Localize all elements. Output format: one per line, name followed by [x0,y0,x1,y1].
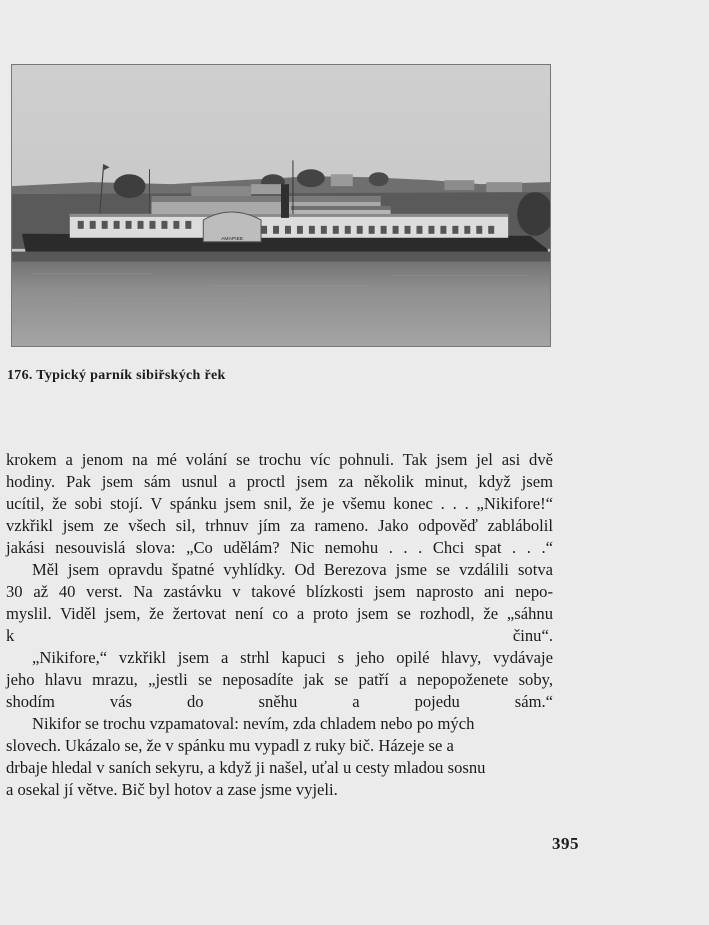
steamboat-photo [11,64,551,347]
text-line: 30 až 40 verst. Na zastávku v takové blízkosti jsem naprosto ani nepo- [6,582,553,601]
text-line: „Nikifore,“ vzkřikl jsem a strhl kapuci s jeho opilé hlavy, vydávaje [32,648,553,667]
figure-caption: 176. Typický parník sibiřských řek [7,368,226,383]
text-line: jeho hlavu mrazu, „jestli se neposadíte jak se patří a nepopoženete soby, [6,670,553,689]
text-line: Měl jsem opravdu špatné vyhlídky. Od Berezova jsme se vzdálili sotva [32,560,553,579]
text-line: slovech. Ukázalo se, že v spánku mu vypadl z ruky bič. Házeje se a [6,736,454,755]
paragraph-1 [6,449,553,559]
text-line: a osekal jí větve. Bič byl hotov a zase jsme vyjeli. [6,780,338,799]
paragraph-3 [6,647,553,713]
text-line: Nikifor se trochu vzpamatoval: nevím, zda chladem nebo po mých [32,714,475,733]
text-line: drbaje hledal v saních sekyru, a když ji našel, uťal u cesty mladou sosnu [6,758,486,777]
text-line: ucítil, že sobi stojí. V spánku jsem snil, že je všemu konec . . . „Nikifore!“ [6,494,553,513]
ship-name-label: AMAPIEE [221,236,244,242]
text-line: hodiny. Pak jsem sám usnul a proctl jsem za několik minut, když jsem [6,472,553,491]
paragraph-2 [6,559,553,647]
text-line: vzkřikl jsem ze všech sil, trhnuv jím za rameno. Jako odpověď zablábolil [6,516,553,535]
text-line: jakási nesouvislá slova: „Co udělám? Nic nemohu . . . Chci spat . . .“ [6,538,553,557]
text-line: krokem a jenom na mé volání se trochu víc pohnuli. Tak jsem jel asi dvě [6,450,553,469]
text-line: k činu“. [6,626,553,645]
paragraph-4 [6,713,553,801]
text-line: myslil. Viděl jsem, že žertovat není co a proto jsem se rozhodl, že „sáhnu [6,604,553,623]
steamboat-illustration [12,65,550,346]
body-text [6,449,553,801]
text-line: shodím vás do sněhu a pojedu sám.“ [6,692,553,711]
page-number: 395 [552,834,579,853]
